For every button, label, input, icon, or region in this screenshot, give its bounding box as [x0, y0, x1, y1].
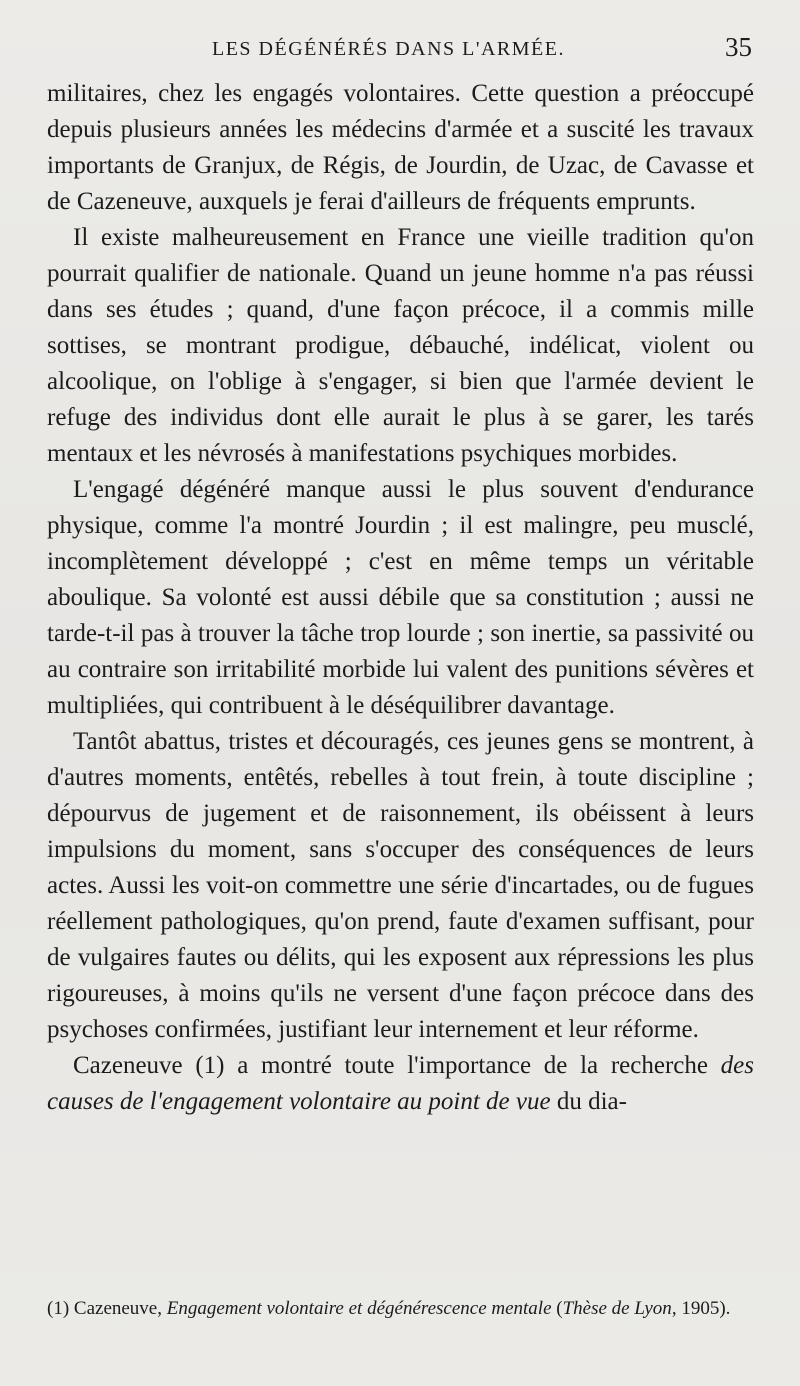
footnote [47, 1295, 759, 1323]
paragraph-4: Tantôt abattus, tristes et découragés, ces jeunes gens se montrent, à d'autres moments, entêtés, rebelles à tout frein, à toute discipline ; dépourvus de jugement et de raisonnement, ils obéissent à leurs impulsions du moment, sans s'occuper des conséquences de leurs actes. Aussi les voit-on commettre une série d'incartades, ou de fugues réellement pathologiques, qu'on prend, faute d'examen suffisant, pour de vulgaires fautes ou délits, qui les exposent aux répressions les plus rigoureuses, à moins qu'ils ne versent d'une façon précoce dans des psychoses confirmées, justifiant leur internement et leur réforme. [47, 728, 754, 1043]
page-header [0, 30, 800, 70]
paragraph-3: L'engagé dégénéré manque aussi le plus souvent d'endurance physique, comme l'a montré Jourdin ; il est malingre, peu musclé, incomplètement développé ; c'est en même temps un véritable aboulique. Sa volonté est aussi débile que sa constitution ; aussi ne tarde-t-il pas à trouver la tâche trop lourde ; son inertie, sa passivité ou au contraire son irritabilité morbide lui valent des punitions sévères et multipliées, qui contribuent à le déséquilibrer davantage. [47, 476, 754, 719]
paragraph-5 [47, 1048, 754, 1120]
page-number: 35 [725, 32, 752, 62]
paragraph-5-start: Cazeneuve (1) a montré toute l'importance de la recherche [73, 1052, 721, 1079]
paragraph-5-italic: des causes de l'engagement volontaire au point de vue [47, 1052, 754, 1115]
body-text [47, 76, 754, 1120]
running-title: LES DÉGÉNÉRÉS DANS L'ARMÉE. [212, 38, 565, 60]
paragraph-1: militaires, chez les engagés volontaires. Cette question a préoccupé depuis plusieurs années les médecins d'armée et a suscité les travaux importants de Granjux, de Régis, de Jourdin, de Uzac, de Cavasse et de Cazeneuve, auxquels je ferai d'ailleurs de fréquents emprunts. [47, 80, 754, 215]
footnote-these: Thèse de Lyon [562, 1298, 672, 1319]
footnote-marker: (1) Cazeneuve, [47, 1298, 167, 1319]
footnote-title: Engagement volontaire et dégénérescence mentale [166, 1298, 552, 1319]
paragraph-5-end: du dia- [550, 1088, 627, 1115]
paragraph-2: Il existe malheureusement en France une vieille tradition qu'on pourrait qualifier de nationale. Quand un jeune homme n'a pas réussi dans ses études ; quand, d'une façon précoce, il a commis mille sottises, se montrant prodigue, débauché, indélicat, violent ou alcoolique, on l'oblige à s'engager, si bien que l'armée devient le refuge des individus dont elle aurait le plus à se garer, les tarés mentaux et les névrosés à manifestations psychiques morbides. [47, 224, 754, 467]
footnote-paren: ( [551, 1298, 563, 1319]
footnote-year: , 1905). [671, 1298, 731, 1319]
